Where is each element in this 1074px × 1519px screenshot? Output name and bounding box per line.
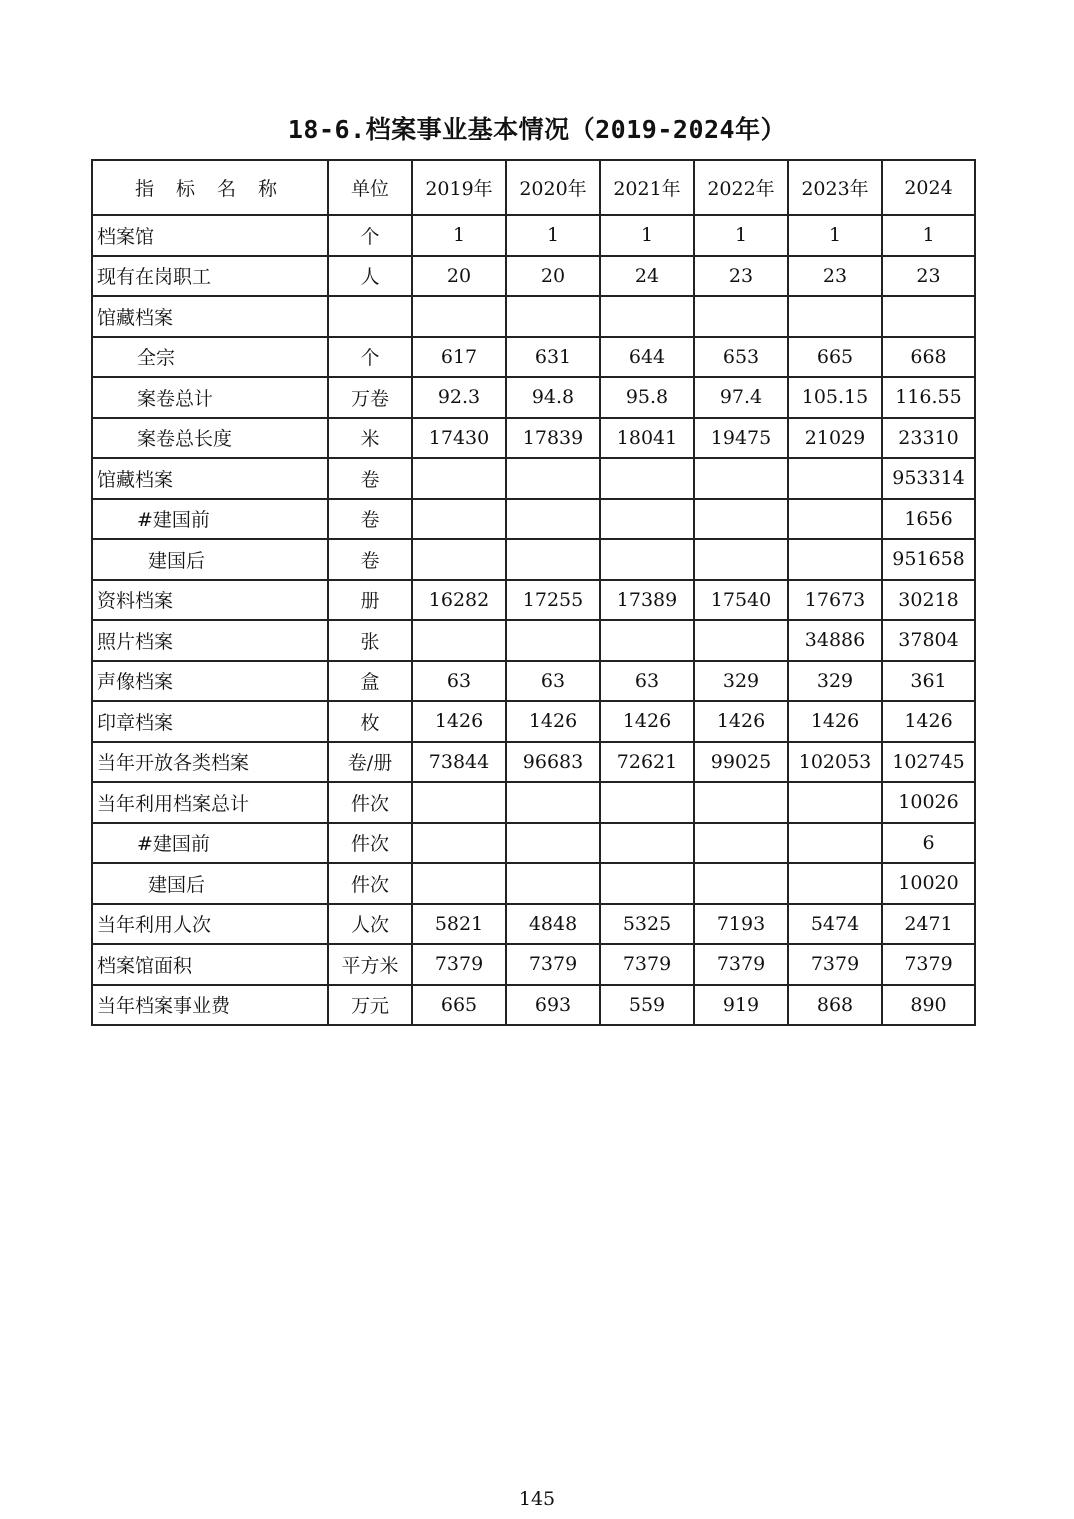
- cell-2021: 1426: [600, 701, 694, 742]
- column-header-2024: 2024: [882, 160, 975, 215]
- cell-2021: [600, 296, 694, 337]
- cell-2020: 7379: [506, 944, 600, 985]
- row-indicator-name: 建国后: [92, 539, 328, 580]
- cell-2020: 17839: [506, 418, 600, 459]
- cell-2020: [506, 539, 600, 580]
- row-unit: 卷: [328, 499, 412, 540]
- table-row: [92, 701, 975, 742]
- cell-2022: 17540: [694, 580, 788, 621]
- cell-2023: 34886: [788, 620, 882, 661]
- row-indicator-name: 档案馆: [92, 215, 328, 256]
- cell-2021: 18041: [600, 418, 694, 459]
- cell-2019: 63: [412, 661, 506, 702]
- cell-2024: 10026: [882, 782, 975, 823]
- column-header-2021: 2021年: [600, 160, 694, 215]
- cell-2022: 1426: [694, 701, 788, 742]
- cell-2024: 361: [882, 661, 975, 702]
- cell-2023: 665: [788, 337, 882, 378]
- row-indicator-name: 当年利用人次: [92, 904, 328, 945]
- cell-2022: [694, 863, 788, 904]
- table-body: [92, 215, 975, 1025]
- cell-2023: 1: [788, 215, 882, 256]
- cell-2023: 105.15: [788, 377, 882, 418]
- cell-2020: [506, 296, 600, 337]
- cell-2020: 693: [506, 985, 600, 1026]
- table-row: [92, 863, 975, 904]
- row-unit: 卷: [328, 458, 412, 499]
- cell-2019: 7379: [412, 944, 506, 985]
- cell-2020: [506, 863, 600, 904]
- cell-2020: [506, 620, 600, 661]
- row-unit: 件次: [328, 782, 412, 823]
- cell-2023: [788, 782, 882, 823]
- row-unit: [328, 296, 412, 337]
- cell-2024: [882, 296, 975, 337]
- cell-2024: 6: [882, 823, 975, 864]
- cell-2023: 102053: [788, 742, 882, 783]
- cell-2019: 1426: [412, 701, 506, 742]
- cell-2020: 63: [506, 661, 600, 702]
- cell-2023: 17673: [788, 580, 882, 621]
- cell-2024: 30218: [882, 580, 975, 621]
- row-indicator-name: 照片档案: [92, 620, 328, 661]
- cell-2022: [694, 620, 788, 661]
- row-indicator-name: 资料档案: [92, 580, 328, 621]
- cell-2023: 7379: [788, 944, 882, 985]
- cell-2024: 1656: [882, 499, 975, 540]
- table-row: [92, 377, 975, 418]
- cell-2021: [600, 823, 694, 864]
- cell-2021: 72621: [600, 742, 694, 783]
- table-row: [92, 337, 975, 378]
- cell-2023: [788, 296, 882, 337]
- cell-2023: 5474: [788, 904, 882, 945]
- cell-2021: 17389: [600, 580, 694, 621]
- cell-2022: 919: [694, 985, 788, 1026]
- cell-2020: 17255: [506, 580, 600, 621]
- cell-2024: 951658: [882, 539, 975, 580]
- cell-2021: 5325: [600, 904, 694, 945]
- cell-2019: [412, 296, 506, 337]
- cell-2024: 953314: [882, 458, 975, 499]
- page-number: 145: [518, 1488, 556, 1510]
- cell-2020: 94.8: [506, 377, 600, 418]
- row-indicator-name: 馆藏档案: [92, 458, 328, 499]
- cell-2022: 1: [694, 215, 788, 256]
- row-indicator-name: 建国后: [92, 863, 328, 904]
- cell-2019: [412, 539, 506, 580]
- row-unit: 盒: [328, 661, 412, 702]
- table-row: [92, 661, 975, 702]
- cell-2021: 1: [600, 215, 694, 256]
- row-indicator-name: #建国前: [92, 823, 328, 864]
- row-indicator-name: 案卷总计: [92, 377, 328, 418]
- cell-2023: [788, 823, 882, 864]
- cell-2023: 21029: [788, 418, 882, 459]
- cell-2021: [600, 863, 694, 904]
- cell-2020: 631: [506, 337, 600, 378]
- table-row: [92, 782, 975, 823]
- table-row: [92, 256, 975, 297]
- table-row: [92, 296, 975, 337]
- cell-2019: [412, 620, 506, 661]
- table-row: [92, 944, 975, 985]
- cell-2019: [412, 499, 506, 540]
- cell-2022: [694, 458, 788, 499]
- cell-2020: [506, 458, 600, 499]
- cell-2020: 96683: [506, 742, 600, 783]
- cell-2019: 1: [412, 215, 506, 256]
- row-indicator-name: 当年开放各类档案: [92, 742, 328, 783]
- cell-2020: 4848: [506, 904, 600, 945]
- table-row: [92, 823, 975, 864]
- page-title: 18-6.档案事业基本情况（2019-2024年）: [287, 115, 787, 144]
- cell-2024: 102745: [882, 742, 975, 783]
- row-unit: 个: [328, 215, 412, 256]
- cell-2024: 116.55: [882, 377, 975, 418]
- table-row: [92, 904, 975, 945]
- cell-2019: 665: [412, 985, 506, 1026]
- row-indicator-name: 档案馆面积: [92, 944, 328, 985]
- row-unit: 件次: [328, 863, 412, 904]
- cell-2021: [600, 620, 694, 661]
- table-row: [92, 499, 975, 540]
- cell-2019: [412, 823, 506, 864]
- row-unit: 枚: [328, 701, 412, 742]
- row-indicator-name: 印章档案: [92, 701, 328, 742]
- column-header-indicator: 指 标 名 称: [92, 160, 328, 215]
- row-indicator-name: 现有在岗职工: [92, 256, 328, 297]
- row-indicator-name: 当年档案事业费: [92, 985, 328, 1026]
- cell-2019: 92.3: [412, 377, 506, 418]
- cell-2022: 7193: [694, 904, 788, 945]
- cell-2021: [600, 782, 694, 823]
- cell-2021: 95.8: [600, 377, 694, 418]
- cell-2019: 617: [412, 337, 506, 378]
- cell-2022: [694, 296, 788, 337]
- cell-2023: [788, 539, 882, 580]
- cell-2023: 868: [788, 985, 882, 1026]
- cell-2022: [694, 539, 788, 580]
- cell-2024: 23310: [882, 418, 975, 459]
- cell-2024: 10020: [882, 863, 975, 904]
- row-indicator-name: #建国前: [92, 499, 328, 540]
- cell-2022: 7379: [694, 944, 788, 985]
- cell-2019: 16282: [412, 580, 506, 621]
- row-unit: 卷: [328, 539, 412, 580]
- table-row: [92, 458, 975, 499]
- table-row: [92, 418, 975, 459]
- cell-2022: 653: [694, 337, 788, 378]
- cell-2021: [600, 539, 694, 580]
- row-unit: 个: [328, 337, 412, 378]
- column-header-2020: 2020年: [506, 160, 600, 215]
- cell-2020: 1: [506, 215, 600, 256]
- cell-2024: 7379: [882, 944, 975, 985]
- cell-2022: [694, 823, 788, 864]
- cell-2024: 2471: [882, 904, 975, 945]
- row-unit: 张: [328, 620, 412, 661]
- cell-2019: 73844: [412, 742, 506, 783]
- cell-2023: [788, 499, 882, 540]
- cell-2024: 1: [882, 215, 975, 256]
- cell-2024: 37804: [882, 620, 975, 661]
- cell-2022: 329: [694, 661, 788, 702]
- cell-2022: 99025: [694, 742, 788, 783]
- column-header-2023: 2023年: [788, 160, 882, 215]
- row-unit: 件次: [328, 823, 412, 864]
- cell-2023: [788, 863, 882, 904]
- row-unit: 卷/册: [328, 742, 412, 783]
- cell-2020: [506, 499, 600, 540]
- table-row: [92, 215, 975, 256]
- cell-2019: 20: [412, 256, 506, 297]
- cell-2020: 20: [506, 256, 600, 297]
- row-unit: 米: [328, 418, 412, 459]
- cell-2020: [506, 782, 600, 823]
- row-indicator-name: 声像档案: [92, 661, 328, 702]
- cell-2022: [694, 499, 788, 540]
- row-indicator-name: 馆藏档案: [92, 296, 328, 337]
- cell-2021: [600, 458, 694, 499]
- table-row: [92, 539, 975, 580]
- cell-2023: [788, 458, 882, 499]
- archive-statistics-table: [91, 159, 976, 1026]
- column-header-2019: 2019年: [412, 160, 506, 215]
- cell-2021: 559: [600, 985, 694, 1026]
- cell-2023: 329: [788, 661, 882, 702]
- column-header-2022: 2022年: [694, 160, 788, 215]
- cell-2024: 890: [882, 985, 975, 1026]
- cell-2019: [412, 863, 506, 904]
- table-row: [92, 580, 975, 621]
- table-header-row: [92, 160, 975, 215]
- cell-2022: [694, 782, 788, 823]
- cell-2021: 24: [600, 256, 694, 297]
- cell-2019: 17430: [412, 418, 506, 459]
- cell-2023: 23: [788, 256, 882, 297]
- cell-2024: 668: [882, 337, 975, 378]
- row-indicator-name: 全宗: [92, 337, 328, 378]
- cell-2020: [506, 823, 600, 864]
- cell-2020: 1426: [506, 701, 600, 742]
- row-unit: 人次: [328, 904, 412, 945]
- row-unit: 万元: [328, 985, 412, 1026]
- cell-2022: 97.4: [694, 377, 788, 418]
- row-unit: 平方米: [328, 944, 412, 985]
- table-row: [92, 742, 975, 783]
- cell-2019: [412, 782, 506, 823]
- cell-2021: 63: [600, 661, 694, 702]
- cell-2022: 23: [694, 256, 788, 297]
- cell-2023: 1426: [788, 701, 882, 742]
- table-row: [92, 620, 975, 661]
- cell-2024: 23: [882, 256, 975, 297]
- column-header-unit: 单位: [328, 160, 412, 215]
- cell-2024: 1426: [882, 701, 975, 742]
- cell-2019: 5821: [412, 904, 506, 945]
- cell-2019: [412, 458, 506, 499]
- row-unit: 万卷: [328, 377, 412, 418]
- row-unit: 人: [328, 256, 412, 297]
- cell-2021: 644: [600, 337, 694, 378]
- cell-2022: 19475: [694, 418, 788, 459]
- row-indicator-name: 案卷总长度: [92, 418, 328, 459]
- cell-2021: [600, 499, 694, 540]
- cell-2021: 7379: [600, 944, 694, 985]
- row-indicator-name: 当年利用档案总计: [92, 782, 328, 823]
- row-unit: 册: [328, 580, 412, 621]
- table-row: [92, 985, 975, 1026]
